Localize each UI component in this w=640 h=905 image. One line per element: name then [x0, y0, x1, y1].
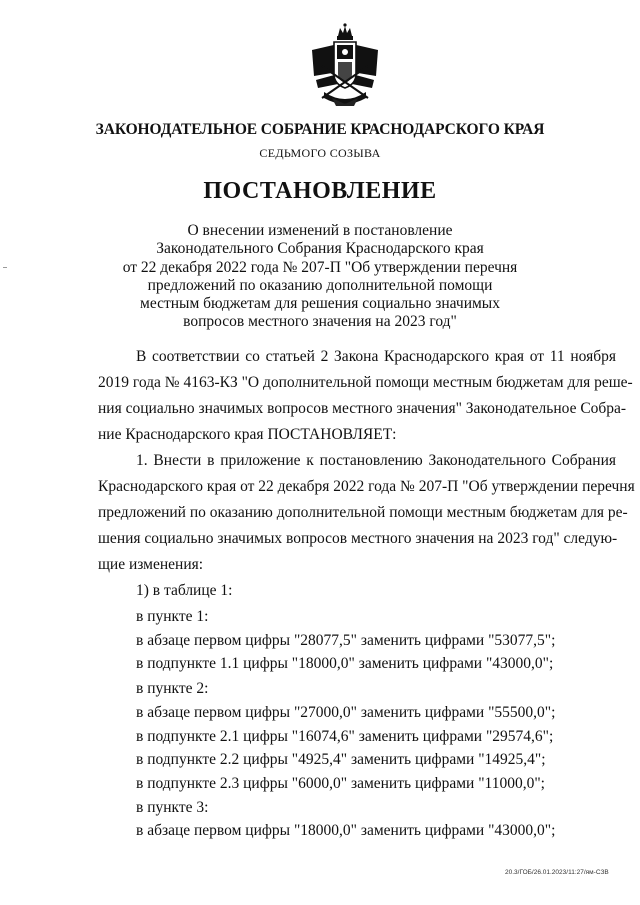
change-line: в пункте 1: [136, 608, 209, 625]
document-type-heading: ПОСТАНОВЛЕНИЕ [203, 178, 437, 204]
coat-of-arms-emblem [308, 22, 382, 108]
change-line: в абзаце первом цифры "18000,0" заменить цифрами "43000,0"; [136, 822, 556, 839]
item1-line: Краснодарского края от 22 декабря 2022 года № 207-П "Об утверждении перечня [98, 478, 635, 495]
item1-line: 1. Внести в приложение к постановлению Законодательного Собрания [136, 452, 616, 469]
change-line: в подпункте 2.1 цифры "16074,6" заменить цифрами "29574,6"; [136, 728, 554, 745]
preamble-line: В соответствии со статьей 2 Закона Краснодарского края от 11 ноября [136, 348, 616, 365]
document-title [0, 222, 640, 332]
change-line: в абзаце первом цифры "27000,0" заменить цифрами "55500,0"; [136, 704, 556, 721]
footer-registration-code: 20.3/ГОБ/26.01.2023/11:27/ям-СЗВ [505, 869, 609, 876]
preamble-line: ние Краснодарского края ПОСТАНОВЛЯЕТ: [98, 426, 397, 443]
title-line: местным бюджетам для решения социально значимых [140, 295, 500, 313]
change-line: в подпункте 1.1 цифры "18000,0" заменить цифрами "43000,0"; [136, 655, 554, 672]
margin-mark [3, 267, 7, 268]
change-line: в подпункте 2.2 цифры "4925,4" заменить цифрами "14925,4"; [136, 751, 546, 768]
organization-name: ЗАКОНОДАТЕЛЬНОЕ СОБРАНИЕ КРАСНОДАРСКОГО КРАЯ [95, 121, 545, 138]
change-line: в абзаце первом цифры "28077,5" заменить цифрами "53077,5"; [136, 632, 556, 649]
item1-line: шения социально значимых вопросов местного значения на 2023 год" следую- [98, 530, 618, 547]
change-line: 1) в таблице 1: [136, 582, 233, 599]
title-line: от 22 декабря 2022 года № 207-П "Об утверждении перечня [122, 258, 518, 276]
item1-line: щие изменения: [98, 556, 204, 573]
change-line: в подпункте 2.3 цифры "6000,0" заменить цифрами "11000,0"; [136, 775, 545, 792]
change-line: в пункте 3: [136, 799, 209, 816]
title-line: вопросов местного значения на 2023 год" [183, 313, 457, 331]
item1-line: предложений по оказанию дополнительной помощи местным бюджетам для ре- [98, 504, 628, 521]
preamble-line: ния социально значимых вопросов местного значения" Законодательное Собра- [98, 400, 627, 417]
title-line: предложений по оказанию дополнительной помощи [147, 276, 493, 294]
title-line: Законодательного Собрания Краснодарского края [156, 240, 484, 258]
change-line: в пункте 2: [136, 680, 209, 697]
title-line: О внесении изменений в постановление [187, 222, 453, 239]
preamble-line: 2019 года № 4163-КЗ "О дополнительной помощи местным бюджетам для реше- [98, 374, 633, 391]
convocation-label: СЕДЬМОГО СОЗЫВА [259, 146, 381, 160]
